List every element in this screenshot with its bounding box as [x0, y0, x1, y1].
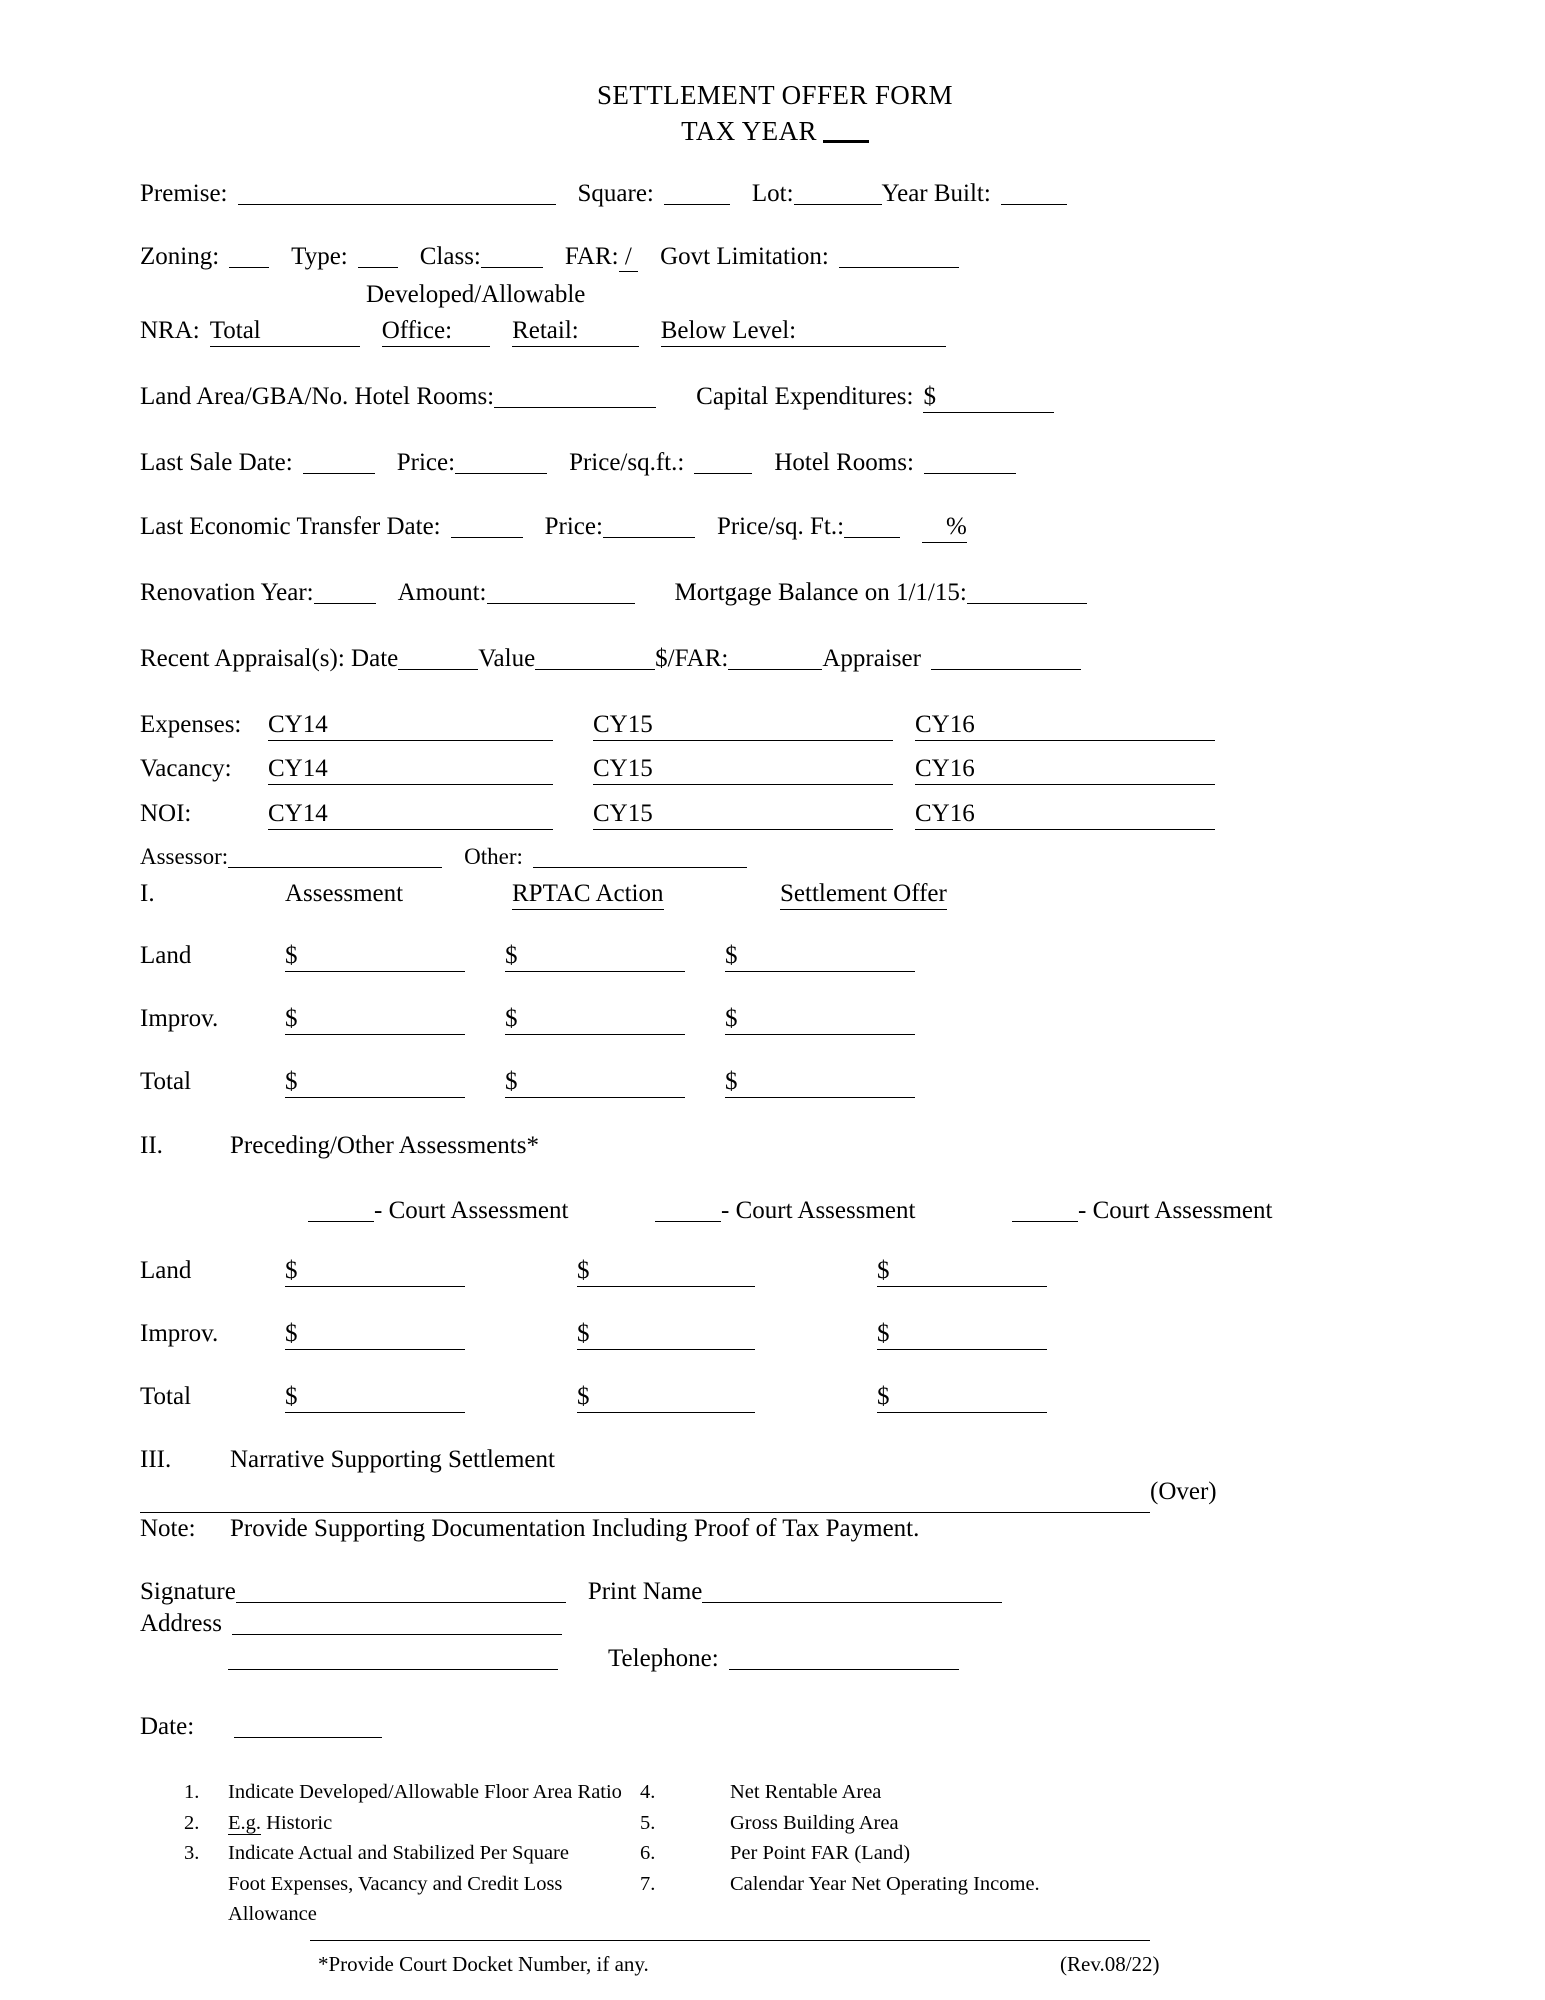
other-label: Other: — [464, 844, 523, 869]
section-two-year-input-2[interactable] — [655, 1220, 721, 1222]
currency-symbol: $ — [285, 1005, 298, 1032]
vacancy-cy15-field[interactable] — [593, 755, 893, 785]
section-two-improv-col3[interactable] — [877, 1320, 1047, 1350]
vacancy-cy16-field[interactable] — [915, 755, 1215, 785]
noi-label: NOI: — [140, 800, 192, 827]
section-two-improv-col1[interactable] — [285, 1320, 465, 1350]
section-two-year-input-1[interactable] — [308, 1220, 374, 1222]
note-label: Note: — [140, 1515, 196, 1542]
signature-label: Signature — [140, 1578, 236, 1605]
last-sale-price-input-line[interactable] — [455, 472, 547, 474]
footnote-text: Gross Building Area — [730, 1811, 899, 1834]
expenses-cy15-field[interactable] — [593, 711, 893, 741]
section-one-total-assessment[interactable] — [285, 1068, 465, 1098]
currency-symbol: $ — [505, 1068, 518, 1095]
other-input-line[interactable] — [533, 866, 747, 868]
section-one-total-settlement[interactable] — [725, 1068, 915, 1098]
type-input-line[interactable] — [358, 266, 398, 268]
footnote-number: 6. — [640, 1842, 656, 1864]
expenses-cy14-field[interactable] — [268, 711, 553, 741]
type-label: Type: — [291, 243, 348, 270]
currency-symbol: $ — [285, 1068, 298, 1095]
class-input-line[interactable] — [481, 266, 543, 268]
noi-cy16-field[interactable] — [915, 800, 1215, 830]
section-two-land-col1[interactable] — [285, 1257, 465, 1287]
section-one-land-label: Land — [140, 942, 192, 969]
year-built-input-line[interactable] — [1001, 203, 1067, 205]
nra-below-level-label: Below Level: — [660, 317, 797, 344]
economic-price-per-sqft-label: Price/sq. Ft.: — [716, 513, 845, 540]
far-input-line[interactable] — [619, 243, 638, 272]
currency-symbol: $ — [725, 1068, 738, 1095]
tax-year-input-line[interactable] — [823, 140, 869, 143]
note-text: Provide Supporting Documentation Including Proof of Tax Payment. — [230, 1515, 920, 1542]
noi-cy14-field[interactable] — [268, 800, 553, 830]
noi-cy14-label: CY14 — [268, 800, 328, 827]
form-title-tax-year — [140, 114, 1410, 150]
currency-symbol: $ — [577, 1383, 590, 1410]
section-two-header-label-1: - Court Assessment — [374, 1197, 569, 1224]
land-area-label: Land Area/GBA/No. Hotel Rooms: — [140, 383, 495, 410]
section-one-row-total — [140, 1068, 915, 1098]
currency-symbol: $ — [877, 1383, 890, 1410]
currency-symbol: $ — [877, 1257, 890, 1284]
section-one-row-improv — [140, 1005, 915, 1035]
currency-symbol: $ — [285, 1320, 298, 1347]
expenses-cy14-label: CY14 — [268, 711, 328, 738]
section-one-header-rptac: RPTAC Action — [512, 880, 664, 910]
court-docket-note: *Provide Court Docket Number, if any. — [318, 1952, 649, 1976]
section-one-total-rptac[interactable] — [505, 1068, 685, 1098]
percent-field[interactable] — [922, 513, 967, 543]
developed-allowable-note: Developed/Allowable — [366, 281, 586, 308]
price-per-sqft-input-line[interactable] — [694, 472, 752, 474]
lot-label: Lot: — [751, 180, 794, 207]
last-sale-price-label: Price: — [396, 449, 456, 476]
vacancy-label: Vacancy: — [140, 755, 232, 782]
footnote-number — [184, 1874, 228, 1895]
currency-symbol: $ — [877, 1320, 890, 1347]
nra-retail-label: Retail: — [512, 317, 579, 344]
premise-label: Premise: — [140, 180, 228, 207]
address-row — [140, 1610, 562, 1638]
economic-price-label: Price: — [544, 513, 603, 540]
footnote-number: 7. — [640, 1872, 656, 1895]
square-label: Square: — [577, 180, 654, 207]
signature-row — [140, 1578, 1002, 1606]
hotel-rooms-label: Hotel Rooms: — [774, 449, 914, 476]
renovation-year-input-line[interactable] — [314, 602, 376, 604]
section-one-improv-assessment[interactable] — [285, 1005, 465, 1035]
land-area-row — [140, 383, 1054, 413]
land-area-input-line[interactable] — [494, 406, 656, 408]
class-label: Class: — [419, 243, 481, 270]
section-one-header-settlement-wrap — [780, 880, 947, 910]
section-two-header-label-2: - Court Assessment — [721, 1197, 916, 1224]
date-label: Date: — [140, 1713, 195, 1740]
footnote-item — [640, 1813, 1040, 1834]
address-input-line-1[interactable] — [232, 1633, 562, 1635]
assessor-label: Assessor: — [140, 844, 229, 869]
currency-symbol: $ — [285, 1257, 298, 1284]
currency-symbol: $ — [505, 1005, 518, 1032]
noi-cy15-label: CY15 — [593, 800, 653, 827]
premise-row — [140, 180, 1067, 208]
section-one-row-land — [140, 942, 915, 972]
appraiser-label: Appraiser — [822, 645, 921, 672]
section-two-improv-col2[interactable] — [577, 1320, 755, 1350]
footnote-item — [640, 1782, 1040, 1803]
recent-appraisal-label: Recent Appraisal(s): Date — [140, 645, 399, 672]
hotel-rooms-input-line[interactable] — [924, 472, 1016, 474]
footnote-number: 3. — [184, 1842, 200, 1864]
assessor-row — [140, 844, 747, 870]
section-one-improv-rptac[interactable] — [505, 1005, 685, 1035]
section-two-land-col2[interactable] — [577, 1257, 755, 1287]
vacancy-row — [140, 755, 1215, 785]
economic-transfer-date-input-line[interactable] — [451, 536, 523, 538]
section-three-heading-row — [140, 1446, 555, 1474]
appraisal-far-input-line[interactable] — [728, 668, 822, 670]
section-three-numeral: III. — [140, 1446, 172, 1473]
section-one-total-label: Total — [140, 1068, 192, 1095]
date-input-line[interactable] — [234, 1736, 382, 1738]
footer-divider — [310, 1940, 1150, 1941]
footnote-text: Foot Expenses, Vacancy and Credit Loss — [228, 1872, 563, 1895]
footnote-historic-text: Historic — [261, 1811, 333, 1834]
price-per-sqft-label: Price/sq.ft.: — [569, 449, 685, 476]
print-name-label: Print Name — [587, 1578, 703, 1605]
section-three-heading: Narrative Supporting Settlement — [230, 1446, 555, 1473]
section-two-land-col3[interactable] — [877, 1257, 1047, 1287]
year-built-label: Year Built: — [881, 180, 991, 207]
nra-total-label: Total — [209, 317, 261, 344]
nra-office-label: Office: — [381, 317, 453, 344]
section-one-header-rptac-wrap — [512, 880, 664, 910]
footnote-item — [184, 1843, 622, 1864]
govt-limitation-label: Govt Limitation: — [660, 243, 829, 270]
section-one-land-rptac[interactable] — [505, 942, 685, 972]
percent-symbol: % — [946, 513, 967, 540]
footnote-number: 1. — [184, 1781, 200, 1803]
zoning-input-line[interactable] — [229, 266, 269, 268]
signature-input-line[interactable] — [236, 1601, 566, 1603]
section-two-total-label: Total — [140, 1383, 192, 1410]
expenses-row — [140, 711, 1215, 741]
section-two-row-land — [140, 1257, 1047, 1287]
section-two-improv-label: Improv. — [140, 1320, 219, 1347]
footnotes-left-column — [184, 1782, 622, 1935]
date-row — [140, 1713, 382, 1741]
footnote-number — [184, 1904, 228, 1925]
far-label: FAR: — [564, 243, 619, 270]
footnote-item — [184, 1813, 622, 1834]
appraisal-value-label: Value — [478, 645, 536, 672]
recent-appraisals-row — [140, 645, 1081, 673]
footnote-item — [640, 1843, 1040, 1864]
expenses-cy16-label: CY16 — [915, 711, 975, 738]
last-sale-date-label: Last Sale Date: — [140, 449, 293, 476]
renovation-amount-label: Amount: — [397, 579, 487, 606]
vacancy-cy14-field[interactable] — [268, 755, 553, 785]
footnote-item — [640, 1874, 1040, 1895]
currency-symbol: $ — [285, 1383, 298, 1410]
vacancy-cy14-label: CY14 — [268, 755, 328, 782]
section-two-heading-row — [140, 1132, 539, 1160]
footnote-number: 4. — [640, 1781, 656, 1803]
economic-price-input-line[interactable] — [603, 536, 695, 538]
square-input-line[interactable] — [664, 203, 730, 205]
nra-office-field[interactable] — [382, 317, 490, 347]
assessor-input-line[interactable] — [228, 866, 442, 868]
govt-limitation-input-line[interactable] — [839, 266, 959, 268]
noi-cy15-field[interactable] — [593, 800, 893, 830]
noi-row — [140, 800, 1215, 830]
footnote-item — [184, 1782, 622, 1803]
over-marker: (Over) — [1150, 1478, 1217, 1505]
zoning-row — [140, 243, 959, 271]
section-two-row-total — [140, 1383, 1047, 1413]
narrative-input-line[interactable] — [140, 1512, 1150, 1513]
nra-label: NRA: — [140, 317, 200, 344]
address-label: Address — [140, 1610, 222, 1637]
telephone-input-line[interactable] — [729, 1668, 959, 1670]
currency-symbol: $ — [285, 942, 298, 969]
footnote-number: 2. — [184, 1811, 200, 1834]
footnote-eg-underlined: E.g. — [228, 1811, 262, 1834]
section-two-column-header-2 — [655, 1197, 915, 1225]
renovation-row — [140, 579, 1087, 607]
zoning-label: Zoning: — [140, 243, 220, 270]
section-two-numeral: II. — [140, 1132, 163, 1159]
lot-input-line[interactable] — [794, 203, 882, 205]
section-two-year-input-3[interactable] — [1012, 1220, 1078, 1222]
vacancy-cy16-label: CY16 — [915, 755, 975, 782]
section-one-improv-label: Improv. — [140, 1005, 219, 1032]
footnote-text: Indicate Actual and Stabilized Per Square — [228, 1842, 569, 1864]
section-two-row-improv — [140, 1320, 1047, 1350]
capital-expenditures-field[interactable] — [923, 383, 1054, 413]
form-sheet — [140, 0, 1410, 2000]
far-slash: / — [624, 243, 632, 270]
nra-below-level-field[interactable] — [661, 317, 946, 347]
section-one-header-row: I. Assessment — [140, 880, 404, 907]
last-economic-transfer-row — [140, 513, 967, 543]
last-sale-row — [140, 449, 1016, 477]
section-one-land-settlement[interactable] — [725, 942, 915, 972]
expenses-label: Expenses: — [140, 711, 242, 738]
footnote-text — [228, 1813, 332, 1834]
note-row — [140, 1515, 919, 1543]
appraisal-value-input-line[interactable] — [535, 668, 655, 670]
vacancy-cy15-label: CY15 — [593, 755, 653, 782]
currency-symbol: $ — [577, 1257, 590, 1284]
nra-total-field[interactable] — [210, 317, 360, 347]
section-two-total-col3[interactable] — [877, 1383, 1047, 1413]
capital-expenditures-label: Capital Expenditures: — [696, 383, 914, 410]
renovation-amount-input-line[interactable] — [487, 602, 635, 604]
address-input-line-2[interactable] — [228, 1668, 558, 1670]
section-one-numeral: I. — [140, 880, 155, 907]
currency-symbol: $ — [725, 942, 738, 969]
currency-symbol: $ — [505, 942, 518, 969]
footnotes-right-column — [640, 1782, 1040, 1904]
capex-currency-symbol: $ — [923, 383, 936, 410]
footnote-item — [184, 1874, 622, 1895]
print-name-input-line[interactable] — [702, 1601, 1002, 1603]
mortgage-balance-input-line[interactable] — [967, 602, 1087, 604]
section-two-column-header-3 — [1012, 1197, 1272, 1225]
address-line-2-row — [228, 1645, 959, 1673]
footnote-number: 5. — [640, 1811, 656, 1834]
footnote-text: Allowance — [228, 1903, 317, 1925]
revision-label: (Rev.08/22) — [1060, 1952, 1160, 1976]
expenses-cy16-field[interactable] — [915, 711, 1215, 741]
nra-retail-field[interactable] — [512, 317, 639, 347]
mortgage-balance-label: Mortgage Balance on 1/1/15: — [674, 579, 967, 606]
footnote-text: Indicate Developed/Allowable Floor Area Ratio — [228, 1781, 622, 1803]
form-title-block — [140, 0, 1410, 149]
appraisal-date-input-line[interactable] — [398, 668, 478, 670]
section-one-header-settlement: Settlement Offer — [780, 880, 947, 910]
telephone-label: Telephone: — [608, 1645, 719, 1672]
last-sale-date-input-line[interactable] — [303, 472, 375, 474]
section-two-land-label: Land — [140, 1257, 192, 1284]
form-title-main: SETTLEMENT OFFER FORM — [597, 80, 953, 110]
appraisal-far-label: $/FAR: — [655, 645, 729, 672]
footnote-item — [184, 1904, 622, 1925]
last-economic-transfer-label: Last Economic Transfer Date: — [140, 513, 441, 540]
noi-cy16-label: CY16 — [915, 800, 975, 827]
tax-year-label: TAX YEAR — [681, 115, 817, 146]
section-two-heading: Preceding/Other Assessments* — [230, 1132, 539, 1159]
section-two-total-col1[interactable] — [285, 1383, 465, 1413]
currency-symbol: $ — [725, 1005, 738, 1032]
renovation-year-label: Renovation Year: — [140, 579, 314, 606]
footnote-text: Calendar Year Net Operating Income. — [730, 1872, 1040, 1895]
expenses-cy15-label: CY15 — [593, 711, 653, 738]
section-one-land-assessment[interactable] — [285, 942, 465, 972]
appraiser-input-line[interactable] — [931, 668, 1081, 670]
section-one-improv-settlement[interactable] — [725, 1005, 915, 1035]
section-two-header-label-3: - Court Assessment — [1078, 1197, 1273, 1224]
economic-price-per-sqft-input-line[interactable] — [844, 536, 900, 538]
footnote-text: Net Rentable Area — [730, 1781, 882, 1803]
currency-symbol: $ — [577, 1320, 590, 1347]
nra-row — [140, 317, 946, 347]
section-two-total-col2[interactable] — [577, 1383, 755, 1413]
premise-input-line[interactable] — [238, 203, 556, 205]
footnote-text: Per Point FAR (Land) — [730, 1842, 911, 1864]
section-two-column-header-1 — [308, 1197, 568, 1225]
